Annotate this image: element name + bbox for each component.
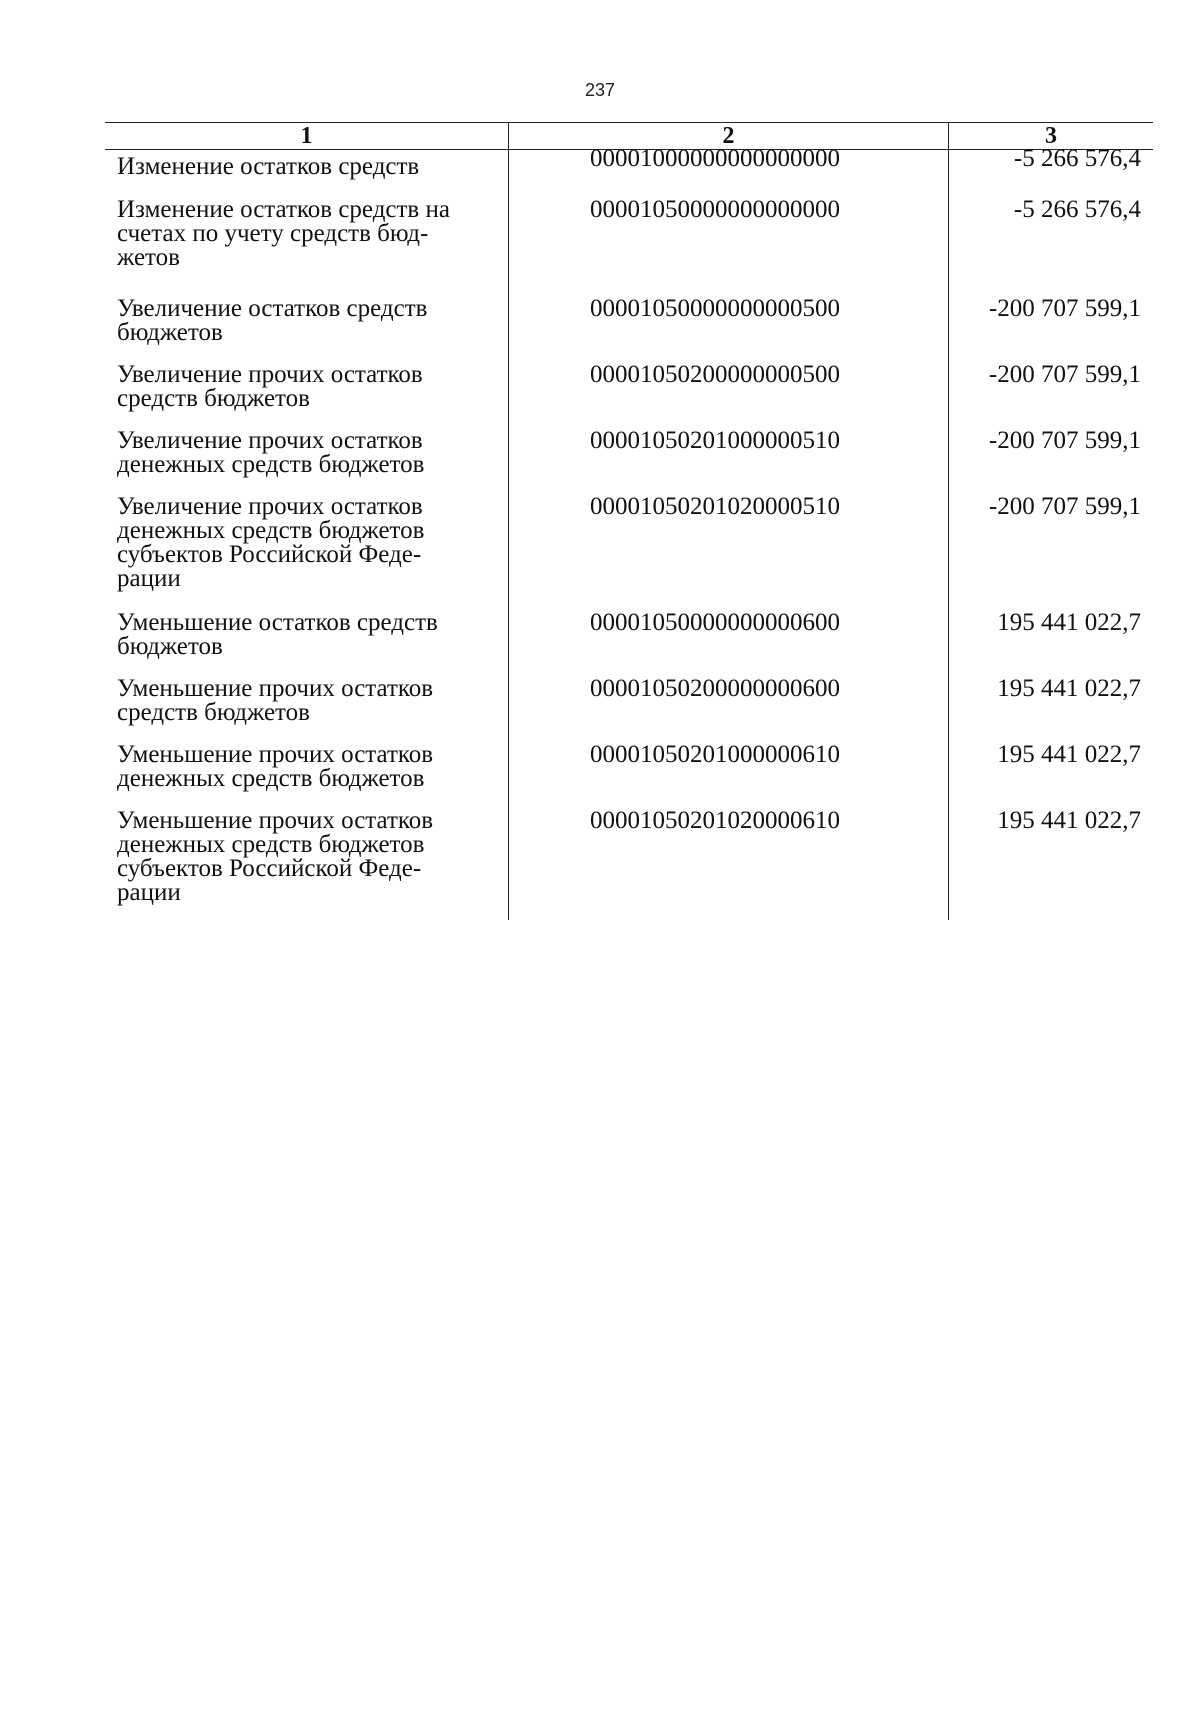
table-row — [105, 611, 1153, 659]
row-name: Увеличение прочих остатков денежных средств бюджетов субъектов Российской Феде- рации — [117, 493, 425, 592]
row-amount: -200 707 599,1 — [988, 493, 1141, 520]
row-name: Увеличение прочих остатков средств бюджетов — [117, 361, 423, 412]
row-amount: -200 707 599,1 — [988, 295, 1141, 322]
table-row — [105, 198, 1153, 270]
column-header-1: 1 — [300, 123, 313, 149]
table-row — [105, 429, 1153, 477]
table-row — [105, 495, 1153, 591]
table-rows — [105, 145, 1153, 920]
column-header-3: 3 — [948, 123, 1153, 149]
row-amount: 195 441 022,7 — [997, 807, 1141, 834]
row-code: 00001050201000000510 — [590, 427, 840, 454]
row-code: 00001050200000000600 — [590, 675, 840, 702]
row-code: 00001050000000000500 — [590, 295, 840, 322]
table-row — [105, 677, 1153, 725]
table-row — [105, 743, 1153, 791]
row-name: Уменьшение остатков средств бюджетов — [117, 609, 438, 660]
row-name: Уменьшение прочих остатков денежных средств бюджетов — [117, 741, 434, 792]
row-code: 00001050200000000500 — [590, 361, 840, 388]
row-amount: -200 707 599,1 — [988, 427, 1141, 454]
row-amount: -200 707 599,1 — [988, 361, 1141, 388]
page-number: 237 — [584, 80, 616, 100]
table-row — [105, 297, 1153, 345]
column-header-2: 2 — [508, 123, 948, 149]
row-amount: 195 441 022,7 — [997, 675, 1141, 702]
table-row — [105, 145, 1153, 180]
row-name: Изменение остатков средств на счетах по учету средств бюд- жетов — [117, 196, 450, 271]
row-code: 00001050201020000510 — [590, 493, 840, 520]
table-row — [105, 363, 1153, 411]
row-name: Увеличение остатков средств бюджетов — [117, 295, 428, 346]
row-name: Уменьшение прочих остатков денежных средств бюджетов субъектов Российской Феде- рации — [117, 807, 434, 906]
row-name: Изменение остатков средств — [117, 153, 420, 180]
row-name: Уменьшение прочих остатков средств бюджетов — [117, 675, 434, 726]
table-row — [105, 809, 1153, 905]
row-code: 00001050000000000600 — [590, 609, 840, 636]
row-code: 00001050000000000000 — [590, 196, 840, 223]
row-amount: -5 266 576,4 — [1013, 145, 1141, 172]
row-amount: -5 266 576,4 — [1013, 196, 1141, 223]
row-code: 00001050201020000610 — [590, 807, 840, 834]
row-amount: 195 441 022,7 — [997, 609, 1141, 636]
row-code: 00001000000000000000 — [590, 145, 840, 172]
row-name: Увеличение прочих остатков денежных средств бюджетов — [117, 427, 425, 478]
row-code: 00001050201000000610 — [590, 741, 840, 768]
row-amount: 195 441 022,7 — [997, 741, 1141, 768]
